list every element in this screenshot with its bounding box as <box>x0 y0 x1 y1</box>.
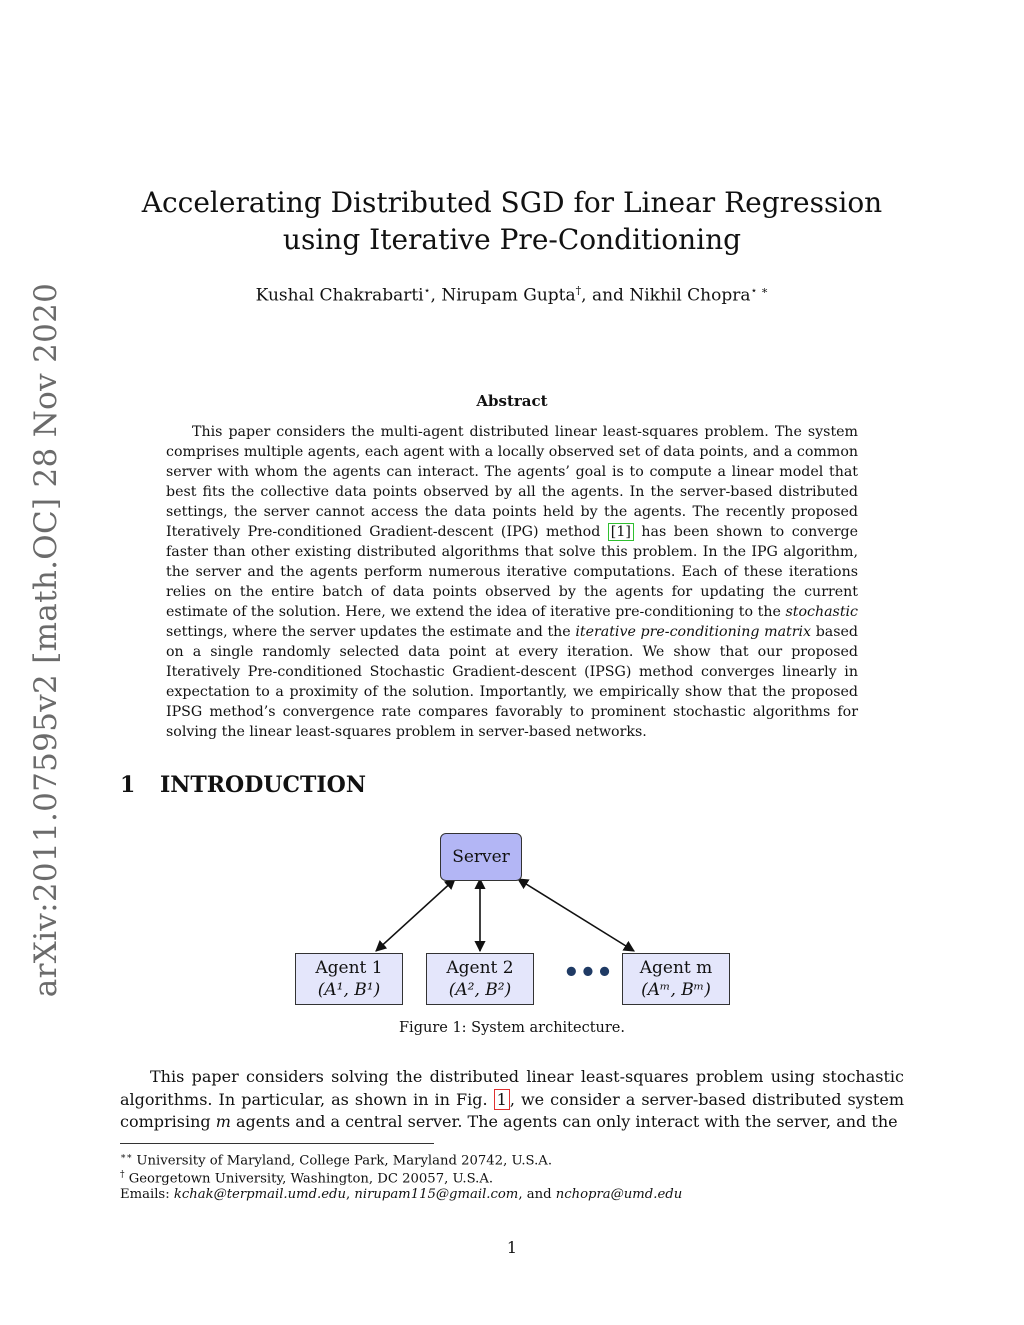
email-separator: , and <box>518 1187 556 1202</box>
agent-2-node <box>426 953 534 1005</box>
body-math: m <box>215 1112 231 1131</box>
email-separator: , <box>345 1187 355 1202</box>
author-2: Nirupam Gupta <box>441 285 576 306</box>
body-part: This paper considers solving the distributed linear least-squares problem using stochastic algorithms. In particular, as shown in in Fig. <box>120 1067 904 1109</box>
author-separator: , and <box>581 285 630 306</box>
author-1: Kushal Chakrabarti <box>255 285 424 306</box>
section-number: 1 <box>120 772 136 798</box>
agent-m-node <box>622 953 730 1005</box>
agent-2-label: Agent 2 <box>446 958 514 978</box>
arrow-server-agent1 <box>376 879 455 951</box>
citation-link[interactable]: [1] <box>608 523 634 541</box>
section-title: INTRODUCTION <box>160 772 366 798</box>
footnote-mark: ∗∗ <box>120 1152 133 1162</box>
server-label: Server <box>452 847 510 867</box>
author-3-mark: ⋆ ∗ <box>750 284 769 297</box>
ellipsis-dots: ••• <box>563 958 613 988</box>
abstract-part: based on a single randomly selected data point at every iteration. We show that our proposed Iteratively Pre-conditioned Stochastic Gradient-descent (IPSG) method converges linearly in expectation to a proximity of the solution. Importantly, we empirically show that the proposed IPSG method’s convergence rate compares favorably to prominent stochastic algorithms for solving the linear least-squares problem in server-based networks. <box>166 624 859 740</box>
author-3: Nikhil Chopra <box>629 285 751 306</box>
abstract-heading: Abstract <box>476 392 548 410</box>
arxiv-identifier: arXiv:2011.07595v2 [math.OC] 28 Nov 2020 <box>28 282 64 998</box>
abstract-part: has been shown to converge faster than other existing distributed algorithms that solve this problem. In the IPG algorithm, the server and the agents perform numerous iterative computations. Each of these iterations relies on the entire batch of data points observed by the agents for updating the current estimate of the solution. Here, we extend the idea of iterative pre-conditioning to the <box>166 524 858 620</box>
figure-caption: Figure 1: System architecture. <box>399 1020 625 1036</box>
title-line-2: using Iterative Pre-Conditioning <box>282 223 742 256</box>
footnote-mark: † <box>120 1170 125 1180</box>
footnote-text: Georgetown University, Washington, DC 20057, U.S.A. <box>124 1171 494 1187</box>
emails-label: Emails: <box>120 1187 174 1202</box>
abstract-part: This paper considers the multi-agent distributed linear least-squares problem. The system comprises multiple agents, each agent with a locally observed set of data points, and a common server with whom the agents can interact. The agents’ goal is to compute a linear model that best fits the collective data points observed by all the agents. In the server-based distributed settings, the server cannot access the data points held by the agents. The recently proposed Iteratively Pre-conditioned Gradient-descent (IPG) method <box>166 424 858 540</box>
agent-2-data: (A², B²) <box>448 980 512 1000</box>
page-number: 1 <box>506 1238 518 1257</box>
body-part: , we consider a server-based distributed system comprising <box>120 1089 905 1131</box>
title-line-1: Accelerating Distributed SGD for Linear Regression <box>141 186 883 219</box>
agent-1-data: (A¹, B¹) <box>317 980 381 1000</box>
citation-number: 1 <box>616 524 626 540</box>
agent-m-label: Agent m <box>639 958 713 978</box>
email-link[interactable]: nirupam115@gmail.com <box>354 1187 519 1202</box>
email-link[interactable]: nchopra@umd.edu <box>555 1187 683 1202</box>
author-2-mark: † <box>575 284 582 297</box>
abstract-emphasis: stochastic <box>785 604 858 620</box>
agent-m-data: (Aᵐ, Bᵐ) <box>641 980 711 1000</box>
footnote-text: University of Maryland, College Park, Maryland 20742, U.S.A. <box>132 1153 553 1169</box>
figure-reference-link[interactable]: 1 <box>494 1089 510 1110</box>
abstract-emphasis: iterative pre-conditioning matrix <box>575 624 812 640</box>
server-node <box>440 833 522 881</box>
footnote-emails <box>120 1186 682 1204</box>
email-link[interactable]: kchak@terpmail.umd.edu <box>173 1187 346 1202</box>
author-1-mark: ⋆ <box>423 284 431 297</box>
footnote-rule <box>120 1143 434 1144</box>
body-part: agents and a central server. The agents can only interact with the server, and the <box>230 1112 898 1131</box>
abstract-part: settings, where the server updates the estimate and the <box>166 624 576 640</box>
agent-1-node <box>295 953 403 1005</box>
author-separator: , <box>430 285 442 306</box>
arrow-server-agentm <box>518 879 634 951</box>
agent-1-label: Agent 1 <box>315 958 383 978</box>
body-paragraph <box>120 1066 904 1134</box>
